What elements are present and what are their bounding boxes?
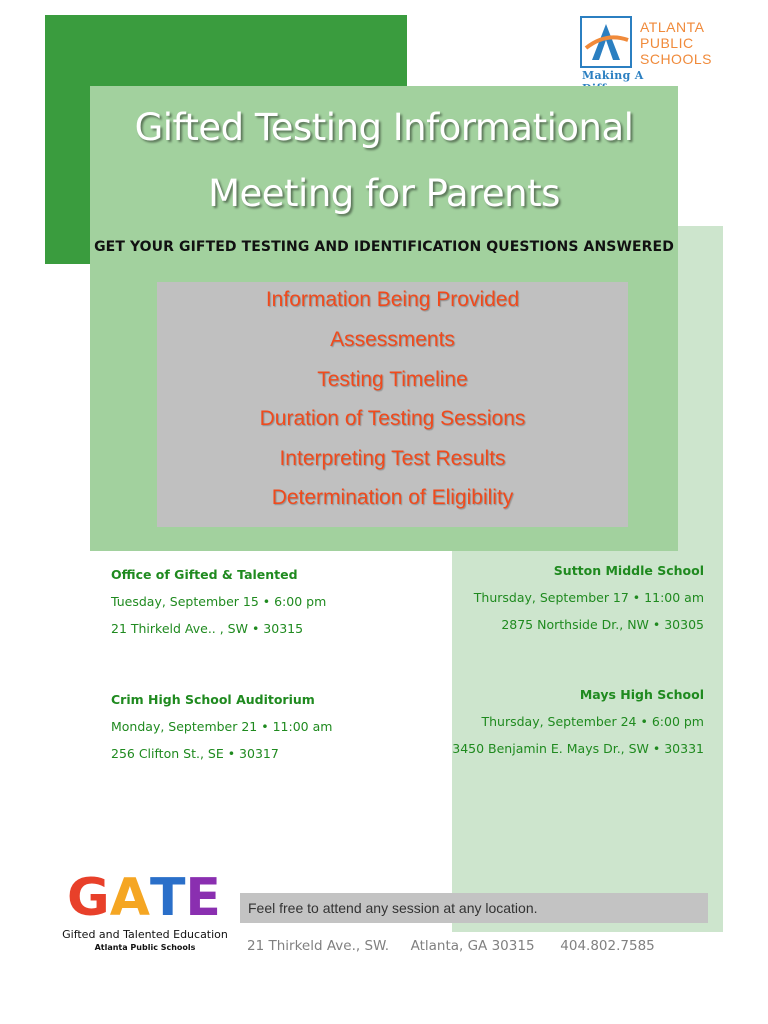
topic-item: Determination of Eligibility (271, 486, 514, 509)
gate-logo-mark (67, 868, 221, 928)
location-address: 2875 Northside Dr., NW • 30305 (501, 617, 704, 632)
location-datetime: Monday, September 21 • 11:00 am (111, 719, 333, 734)
location-datetime: Tuesday, September 15 • 6:00 pm (111, 594, 327, 609)
aps-logo-text: PUBLIC (640, 35, 694, 51)
title-panel (90, 86, 678, 551)
aps-logo-text: SCHOOLS (640, 51, 712, 67)
gate-logo-letter: G (67, 868, 110, 928)
topic-item: Duration of Testing Sessions (259, 407, 526, 430)
topic-item: Testing Timeline (317, 368, 468, 391)
gate-logo-letter: T (149, 868, 186, 928)
footer-phone: 404.802.7585 (560, 938, 655, 954)
atlanta-public-schools-logo (580, 16, 715, 86)
location-office-gifted-talented (111, 561, 431, 642)
footer-address: 21 Thirkeld Ave., SW. (247, 938, 390, 954)
location-crim-high-school (111, 686, 431, 767)
aps-a-logo-icon (580, 16, 632, 68)
gate-logo (55, 868, 235, 960)
location-name: Sutton Middle School (553, 563, 704, 578)
location-sutton-middle-school (404, 557, 704, 638)
page-title-line-2: Meeting for Parents (208, 172, 560, 215)
location-address: 21 Thirkeld Ave.. , SW • 30315 (111, 621, 304, 636)
location-name: Mays High School (579, 687, 704, 702)
gate-logo-caption: Gifted and Talented Education (62, 928, 228, 941)
location-name: Crim High School Auditorium (111, 692, 315, 707)
location-datetime: Thursday, September 24 • 6:00 pm (481, 714, 704, 729)
location-datetime: Thursday, September 17 • 11:00 am (473, 590, 704, 605)
aps-tagline: Making A (582, 69, 644, 82)
location-address: 256 Clifton St., SE • 30317 (111, 746, 279, 761)
page-subtitle: GET YOUR GIFTED TESTING AND IDENTIFICATION QUESTIONS ANSWERED (94, 239, 674, 255)
attend-any-session-note: Feel free to attend any session at any location. (240, 893, 708, 923)
page-title-line-1: Gifted Testing Informational (134, 106, 634, 149)
topics-box (157, 282, 628, 527)
aps-logo-text: ATLANTA (640, 19, 705, 35)
gate-logo-letter: A (109, 868, 150, 928)
location-address: 3450 Benjamin E. Mays Dr., SW • 30331 (452, 741, 704, 756)
topic-item: Assessments (330, 328, 455, 351)
topic-item: Interpreting Test Results (279, 447, 506, 470)
footer-contact (247, 938, 655, 954)
footer-city: Atlanta, GA 30315 (410, 938, 535, 954)
topic-item: Information Being Provided (265, 288, 520, 311)
gate-logo-letter: E (185, 868, 221, 928)
location-name: Office of Gifted & Talented (111, 567, 298, 582)
location-mays-high-school (404, 681, 704, 762)
gate-logo-subcaption: Atlanta Public Schools (94, 943, 196, 952)
